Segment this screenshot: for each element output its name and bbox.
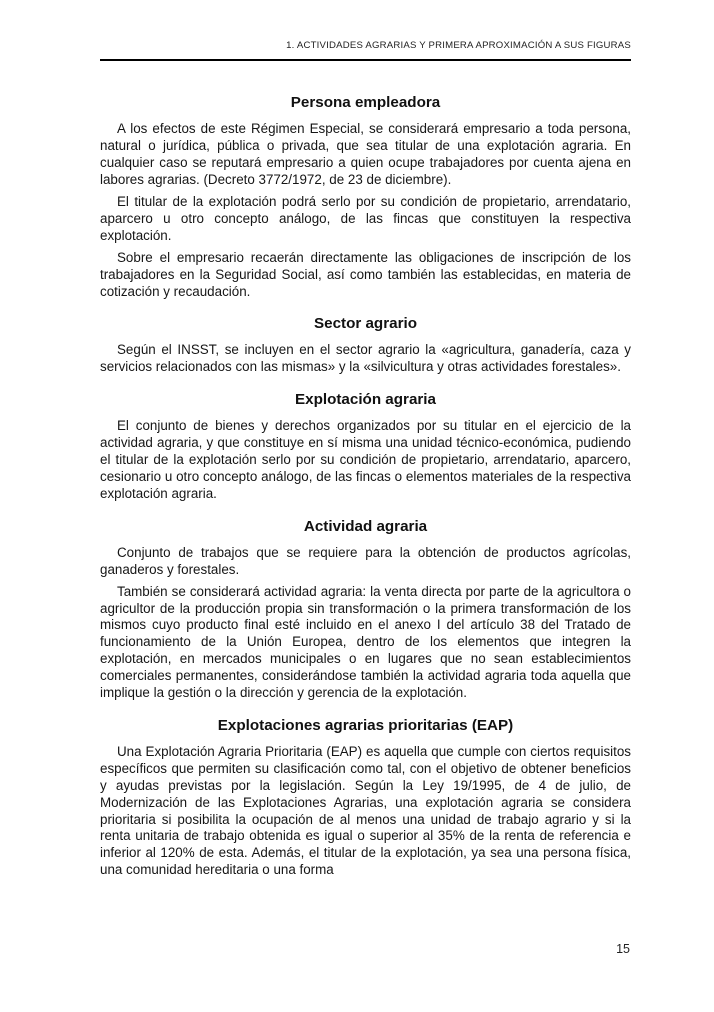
page-number: 15 xyxy=(616,942,630,956)
section-heading: Sector agrario xyxy=(314,315,417,333)
paragraph: También se considerará actividad agraria: la venta directa por parte de la agricultora o agricultor de la producción propia sin transformación o la primera transformación de los mismos cuyo producto final esté incluido en el anexo I del artículo 38 del Tratado de funcionamiento de la Unión Europea, dentro de los elementos que integren la explotación, en mercados municipales o en lugares que no sean establecimientos comerciales permanentes, considerándose también la actividad agraria toda aquella que implique la gestión o la dirección y gerencia de la explotación. xyxy=(100,583,631,701)
section-explotaciones-agrarias-prioritarias xyxy=(100,717,631,879)
paragraph: El conjunto de bienes y derechos organizados por su titular en el ejercicio de la actividad agraria, y que constituye en sí misma una unidad técnico-económica, pudiendo el titular de la explotación serlo por su condición de propietario, arrendatario, aparcero, cesionario u otro concepto análogo, de las fincas o elementos materiales de la respectiva explotación agraria. xyxy=(100,418,631,501)
section-actividad-agraria xyxy=(100,518,631,702)
paragraph: Sobre el empresario recaerán directamente las obligaciones de inscripción de los trabajadores en la Seguridad Social, así como también las establecidas, en materia de cotización y recaudación. xyxy=(100,249,631,299)
section-heading: Explotaciones agrarias prioritarias (EAP) xyxy=(217,716,514,734)
section-sector-agrario xyxy=(100,315,631,376)
paragraph: Una Explotación Agraria Prioritaria (EAP) es aquella que cumple con ciertos requisitos específicos que permiten su clasificación como tal, con el objetivo de obtener beneficios y ayudas previstas por la legislación. Según la Ley 19/1995, de 4 de julio, de Modernización de las Explotaciones Agrarias, una explotación agraria se considera prioritaria si posibilita la ocupación de al menos una unidad de trabajo agrario y si la renta unitaria de trabajo obtenida es igual o superior al 35% de la renta de referencia e inferior al 120% de esta. Además, el titular de la explotación, ya sea una persona física, una comunidad hereditaria o una forma xyxy=(100,743,631,878)
running-header xyxy=(100,0,631,61)
paragraph: Conjunto de trabajos que se requiere para la obtención de productos agrícolas, ganaderos y forestales. xyxy=(100,544,631,577)
document-page xyxy=(100,0,631,884)
chapter-header-text: 1. ACTIVIDADES AGRARIAS Y PRIMERA APROXIMACIÓN A SUS FIGURAS xyxy=(286,40,631,51)
section-explotacion-agraria xyxy=(100,391,631,503)
section-heading: Persona empleadora xyxy=(290,94,441,112)
paragraph: Según el INSST, se incluyen en el sector agrario la «agricultura, ganadería, caza y servicios relacionados con las mismas» y la «silvicultura y otras actividades forestales». xyxy=(100,342,631,375)
paragraph: A los efectos de este Régimen Especial, se considerará empresario a toda persona, natural o jurídica, pública o privada, que sea titular de una explotación agraria. En cualquier caso se reputará empresario a quien ocupe trabajadores por cuenta ajena en labores agrarias. (Decreto 3772/1972, de 23 de diciembre). xyxy=(100,121,631,188)
paragraph: El titular de la explotación podrá serlo por su condición de propietario, arrendatario, aparcero u otro concepto análogo, de las fincas que constituyen la respectiva explotación. xyxy=(100,194,631,243)
section-persona-empleadora xyxy=(100,94,631,300)
section-heading: Explotación agraria xyxy=(295,391,436,409)
section-heading: Actividad agraria xyxy=(303,517,428,535)
header-rule xyxy=(100,59,631,61)
